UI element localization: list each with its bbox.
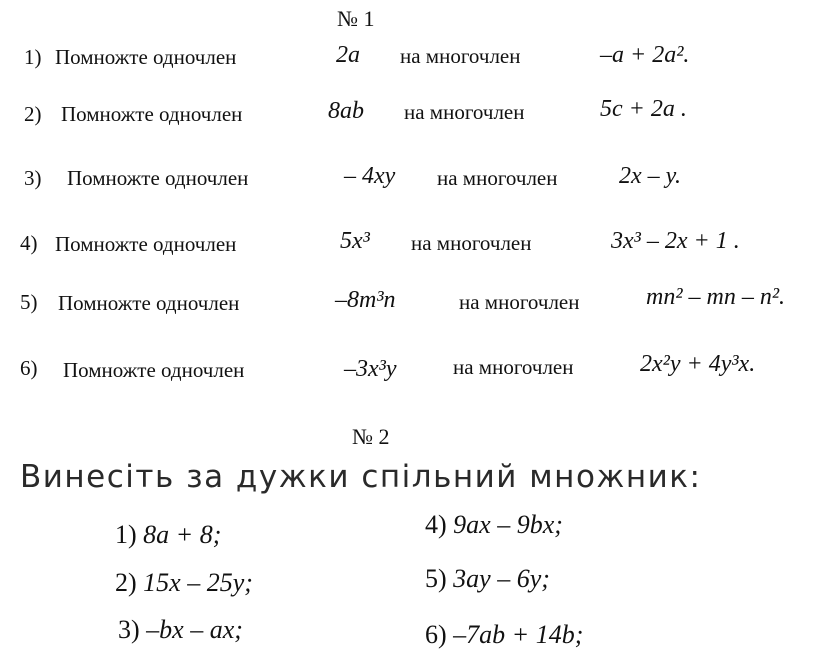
task2-item-expression: –bx – ax;: [146, 615, 243, 644]
task2-item: [115, 520, 221, 550]
task1-row-preposition: на многочлен: [437, 166, 558, 190]
task1-row-instruction: Помножте одночлен: [55, 232, 237, 256]
task2-item: [115, 568, 253, 598]
task1-row-instruction: Помножте одночлен: [61, 102, 243, 126]
task2-item-expression: 15x – 25y;: [143, 568, 253, 597]
task2-item: [118, 615, 243, 645]
task1-row-instruction: Помножте одночлен: [63, 358, 245, 382]
task1-row-monomial: 8ab: [328, 98, 364, 124]
task2-instruction: Винесіть за дужки спільний множник:: [20, 459, 702, 495]
task2-item-expression: 9ax – 9bx;: [453, 510, 563, 539]
task2-item-expression: 8a + 8;: [143, 520, 222, 549]
task1-row-number: 5): [20, 290, 38, 314]
task2-item-expression: –7ab + 14b;: [453, 620, 584, 649]
task2-item: [425, 510, 563, 540]
task1-row-monomial: – 4xy: [344, 163, 396, 189]
task1-row-polynomial: 5c + 2a .: [600, 96, 687, 122]
task1-row-polynomial: –a + 2a².: [600, 42, 690, 68]
task1-row-preposition: на многочлен: [459, 290, 580, 314]
task1-row-number: 6): [20, 356, 38, 380]
task1-row-instruction: Помножте одночлен: [67, 166, 249, 190]
task2-item: [425, 620, 583, 650]
task1-row-number: 2): [24, 102, 42, 126]
task1-row-preposition: на многочлен: [453, 355, 574, 379]
task2-item-label: 6): [425, 620, 447, 649]
task1-row-polynomial: 2x²y + 4y³x.: [640, 351, 756, 377]
task2-item-label: 4): [425, 510, 447, 539]
task2-item: [425, 564, 550, 594]
task2-item-label: 3): [118, 615, 140, 644]
task1-row-monomial: 2a: [336, 42, 360, 68]
task1-row-monomial: –3x³y: [344, 356, 397, 382]
task2-item-label: 1): [115, 520, 137, 549]
task2-item-expression: 3ay – 6y;: [453, 564, 550, 593]
task1-row-number: 3): [24, 166, 42, 190]
task2-item-label: 2): [115, 568, 137, 597]
task1-row-number: 4): [20, 231, 38, 255]
task1-row-instruction: Помножте одночлен: [55, 45, 237, 69]
task1-row-polynomial: 3x³ – 2x + 1 .: [611, 228, 740, 254]
task1-row-monomial: –8m³n: [335, 287, 396, 313]
task1-row-polynomial: 2x – y.: [619, 163, 681, 189]
task1-row-number: 1): [24, 45, 42, 69]
task1-row-preposition: на многочлен: [411, 231, 532, 255]
task1-row-polynomial: mn² – mn – n².: [646, 284, 786, 310]
task2-heading: № 2: [352, 424, 390, 449]
task1-row-monomial: 5x³: [340, 228, 370, 254]
task2-item-label: 5): [425, 564, 447, 593]
task1-row-preposition: на многочлен: [400, 44, 521, 68]
task1-heading: № 1: [337, 6, 375, 31]
task1-row-preposition: на многочлен: [404, 100, 525, 124]
task1-row-instruction: Помножте одночлен: [58, 291, 240, 315]
